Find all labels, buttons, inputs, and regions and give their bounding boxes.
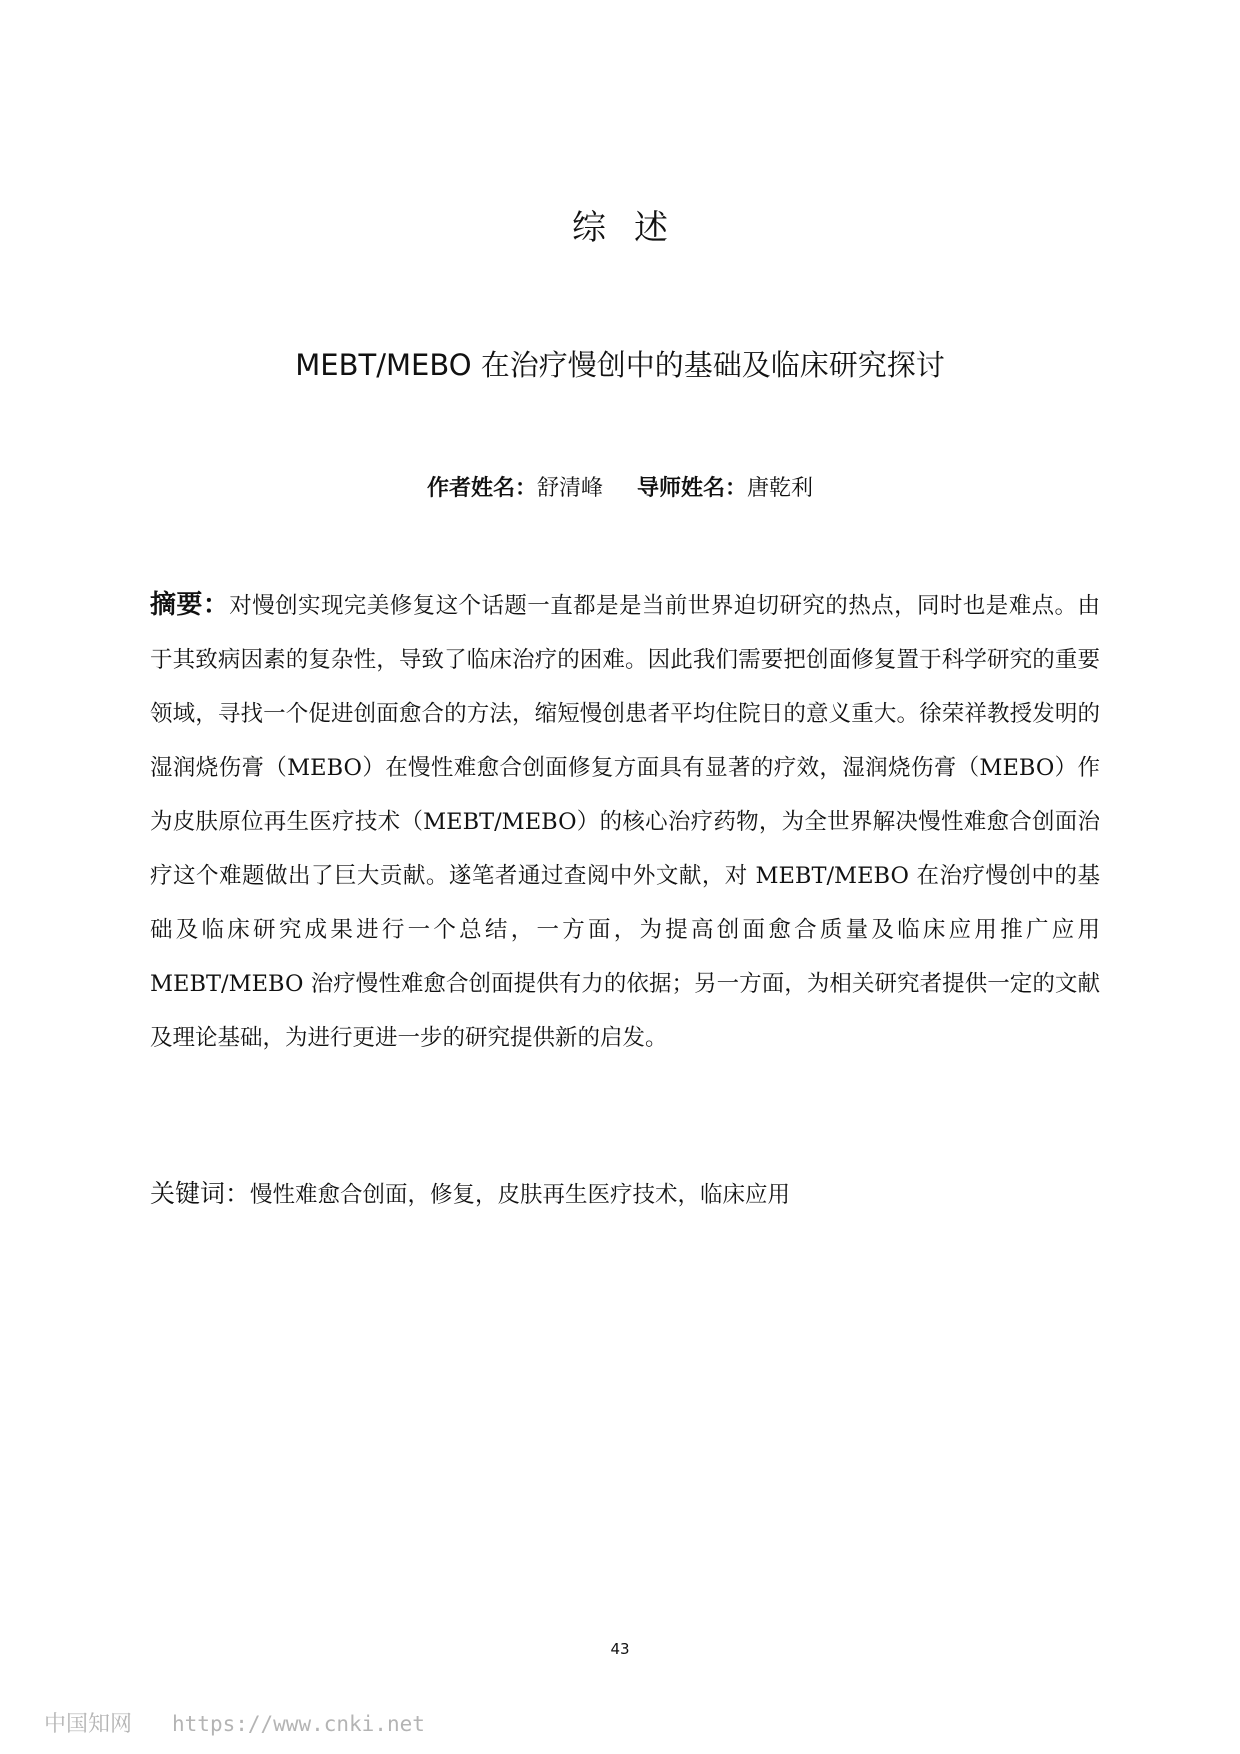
watermark [44,1707,425,1738]
keywords-label: 关键词： [150,1179,251,1208]
watermark-url: https://www.cnki.net [172,1712,425,1736]
page-number: 43 [610,1640,630,1658]
abstract-label: 摘要： [150,590,230,620]
section-heading: 综述 [572,208,696,248]
author-line [0,471,1240,502]
advisor-label: 导师姓名： [637,476,748,501]
author-name: 舒清峰 [536,476,603,501]
advisor-name: 唐乾利 [747,476,814,501]
keywords [150,1174,1100,1210]
watermark-site-name: 中国知网 [44,1712,133,1737]
abstract [150,578,1100,1065]
author-label: 作者姓名： [426,476,537,501]
keywords-text: 慢性难愈合创面，修复，皮肤再生医疗技术，临床应用 [250,1182,791,1208]
abstract-text: 对慢创实现完美修复这个话题一直都是是当前世界迫切研究的热点，同时也是难点。由于其致病因素的复杂性，导致了临床治疗的困难。因此我们需要把创面修复置于科学研究的重要领域，寻找一个促进创面愈合的方法，缩短慢创患者平均住院日的意义重大。徐荣祥教授发明的湿润烧伤膏（MEBO）在慢性难愈合创面修复方面具有显著的疗效，湿润烧伤膏（MEBO）作为皮肤原位再生医疗技术（MEBT/MEBO）的核心治疗药物，为全世界解决慢性难愈合创面治疗这个难题做出了巨大贡献。遂笔者通过查阅中外文献，对 MEBT/MEBO 在治疗慢创中的基础及临床研究成果进行一个总结，一方面，为提高创面愈合质量及临床应用推广应用 MEBT/MEBO 治疗慢性难愈合创面提供有力的依据；另一方面，为相关研究者提供一定的文献及理论基础，为进行更进一步的研究提供新的启发。 [150,593,1100,1051]
paper-title: MEBT/MEBO 在治疗慢创中的基础及临床研究探讨 [295,348,945,382]
